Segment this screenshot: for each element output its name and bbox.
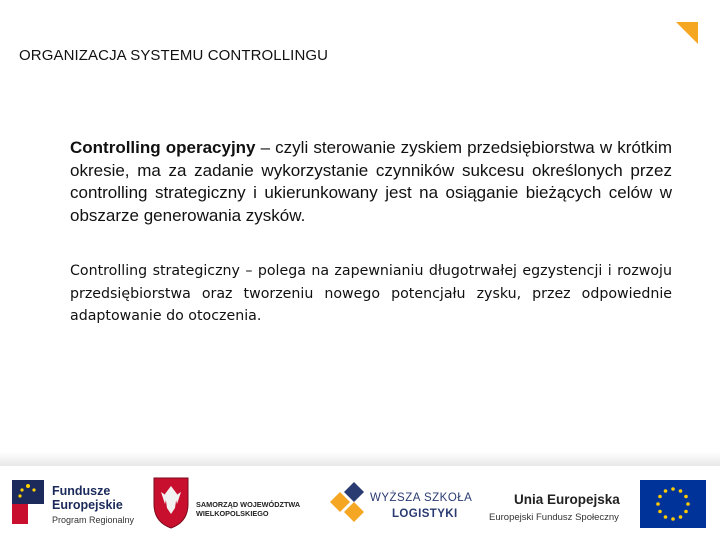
swp-line2: WIELKOPOLSKIEGO xyxy=(196,509,269,518)
footer-divider xyxy=(0,452,720,466)
fe-sub: Program Regionalny xyxy=(52,515,135,525)
term-operational: Controlling operacyjny xyxy=(70,138,256,157)
unia-europejska-logo xyxy=(486,474,636,534)
corner-triangle-icon xyxy=(676,22,698,44)
swp-line1: SAMORZĄD WOJEWÓDZTWA xyxy=(196,500,301,509)
footer-logos xyxy=(0,466,720,540)
coat-of-arms-icon xyxy=(150,474,192,530)
wyzsza-szkola-logistyki-logo xyxy=(326,474,486,534)
wsl-line2: LOGISTYKI xyxy=(392,508,458,520)
page-title: ORGANIZACJA SYSTEMU CONTROLLINGU xyxy=(19,47,329,64)
paragraph1-text: – czyli sterowanie zyskiem przedsiębiorstwa w krótkim okresie, ma za zadanie wykorzystanie czynników sukcesu określonych przez controlling strategiczny i ukierunkowany jest na osiąganie bieżących celów w obszarze generowania zysków. xyxy=(70,138,672,225)
fe-line1: Fundusze xyxy=(52,484,111,498)
ue-line2: Europejski Fundusz Społeczny xyxy=(489,512,619,523)
paragraph-operational-controlling xyxy=(70,137,672,227)
fe-line2: Europejskie xyxy=(52,498,123,512)
ue-line1: Unia Europejska xyxy=(514,492,620,507)
term-strategic: Controlling strategiczny xyxy=(70,263,240,279)
paragraph2-text: – polega na zapewnianiu długotrwałej egzystencji i rozwoju przedsiębiorstwa oraz tworzeniu nowego potencjału zysku, przez odpowiednie adaptowanie do otoczenia. xyxy=(70,263,672,324)
paragraph-strategic-controlling xyxy=(70,260,672,328)
samorzad-wojewodztwa-logo xyxy=(150,474,318,534)
wsl-line1: WYŻSZA SZKOŁA xyxy=(370,492,473,504)
eu-flag-icon xyxy=(640,474,710,534)
wsl-mark-icon xyxy=(326,474,368,530)
fundusze-europejskie-logo xyxy=(8,474,148,534)
fe-flag-icon xyxy=(8,474,48,530)
